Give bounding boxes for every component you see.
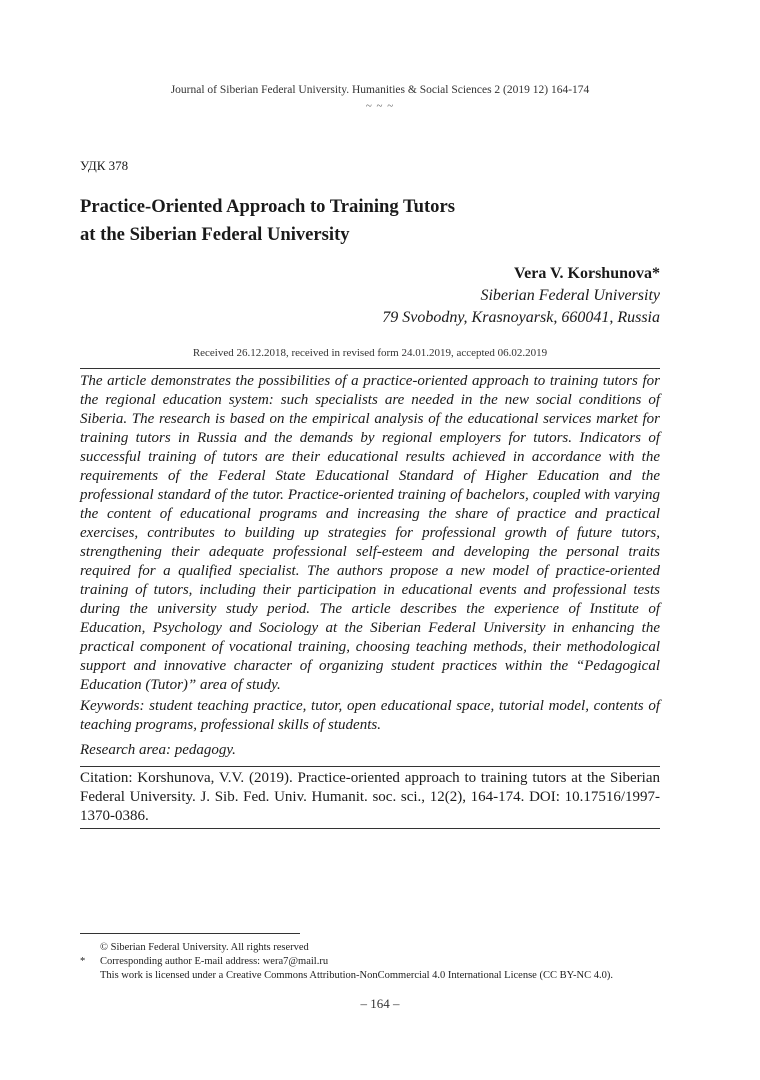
footnote-corresponding-author: Corresponding author E-mail address: wera7@mail.ru: [100, 956, 329, 967]
keywords: Keywords: student teaching practice, tutor, open educational space, tutorial model, contents of teaching programs, professional skills of students.: [80, 698, 660, 733]
received-dates: Received 26.12.2018, received in revised form 24.01.2019, accepted 06.02.2019: [192, 347, 548, 359]
divider-citation-top: [80, 766, 660, 767]
footnote-license: This work is licensed under a Creative Commons Attribution-NonCommercial 4.0 International License (CC BY-NC 4.0).: [100, 970, 613, 981]
udk-code: УДК 378: [80, 158, 129, 173]
author-block: [382, 263, 660, 329]
title-line-2: at the Siberian Federal University: [80, 224, 350, 245]
page-number: – 164 –: [360, 996, 400, 1011]
divider-citation-bottom: [80, 828, 660, 829]
footnote-marker: *: [80, 956, 86, 967]
journal-header: Journal of Siberian Federal University. Humanities & Social Sciences 2 (2019 12) 164-174: [170, 84, 590, 96]
author-affiliation: Siberian Federal University: [480, 287, 660, 304]
footnote-copyright: © Siberian Federal University. All rights reserved: [100, 942, 309, 953]
citation: Citation: Korshunova, V.V. (2019). Practice-oriented approach to training tutors at the Siberian Federal University. J. Sib. Fed. Univ. Humanit. soc. sci., 12(2), 164-174. DOI: 10.17516/1997-1370-0386.: [80, 770, 660, 824]
research-area: Research area: pedagogy.: [80, 742, 236, 758]
author-address: 79 Svobodny, Krasnoyarsk, 660041, Russia: [382, 309, 660, 326]
author-name: Vera V. Korshunova*: [514, 265, 660, 282]
header-ornament: ~ ~ ~: [365, 100, 395, 112]
footnote-divider: [80, 933, 300, 934]
article-title: [80, 193, 660, 249]
abstract: The article demonstrates the possibilities of a practice-oriented approach to training tutors for the regional education system: such specialists are needed in the new social conditions of Siberia. The research is based on the empirical analysis of the educational services market for training tutors in Russia and the demands by regional employers for tutors. Indicators of successful training of tutors are their educational results achieved in accordance with the requirements of the Federal State Educational Standard of Higher Education and the professional standard of the tutor. Practice-oriented training of bachelors, coupled with varying the content of educational programs and increasing the share of practice and practical exercises, contributes to building up strategies for professional growth of future tutors, strengthening their adequate professional self-esteem and developing the personal traits required for a qualified specialist. The authors propose a new model of practice-oriented training of tutors, including their participation in educational events and professional tests during the university study period. The article describes the experience of Institute of Education, Psychology and Sociology at the Siberian Federal University in enhancing the practical component of vocational training, choosing teaching methods, their methodological support and innovative character of organizing student practices within the “Pedagogical Education (Tutor)” area of study.: [80, 373, 660, 693]
divider-top: [80, 368, 660, 369]
title-line-1: Practice-Oriented Approach to Training Tutors: [80, 196, 455, 217]
